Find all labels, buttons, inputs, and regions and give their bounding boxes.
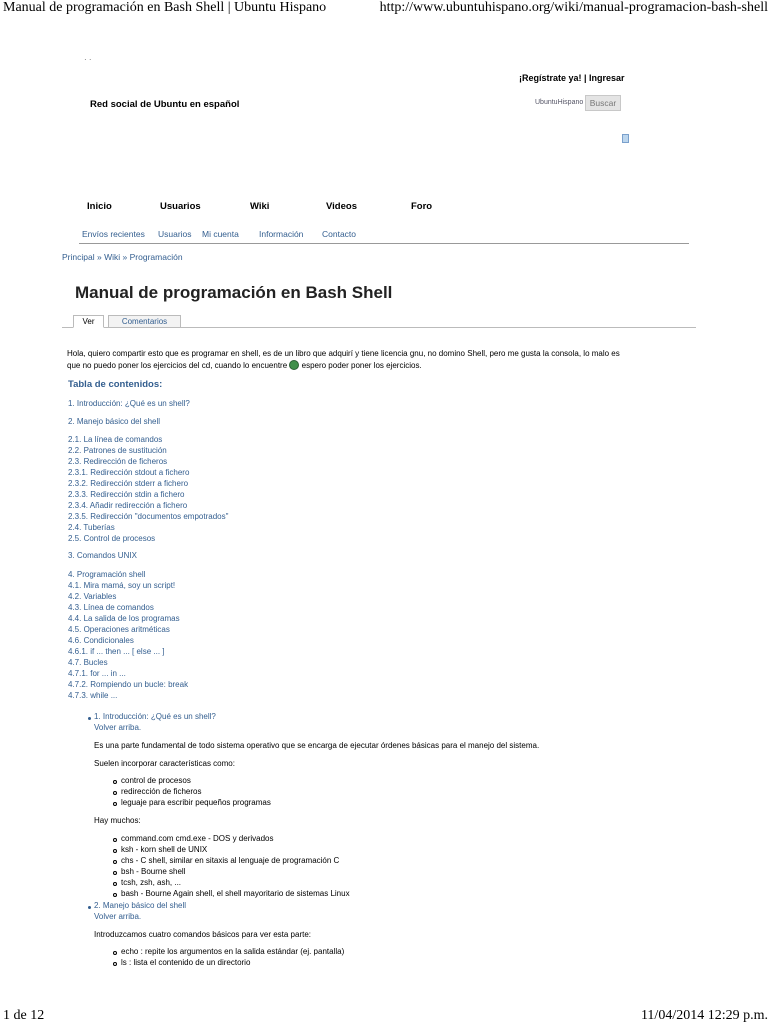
toc-link[interactable]: 2.3.1. Redirección stdout a fichero <box>68 468 190 477</box>
toc-link[interactable]: 4.7.1. for ... in ... <box>68 669 126 678</box>
section-2-paragraph: Introduzcamos cuatro comandos básicos para ver esta parte: <box>94 930 311 939</box>
list-item: command.com cmd.exe - DOS y derivados <box>121 834 274 843</box>
breadcrumb-separator: » <box>122 252 128 262</box>
toc-link[interactable]: 4.7.2. Rompiendo un bucle: break <box>68 680 189 689</box>
list-item: ksh - korn shell de UNIX <box>121 845 208 854</box>
list-item: control de procesos <box>121 776 191 785</box>
nav-item-foro[interactable]: Foro <box>411 201 433 212</box>
print-footer-datetime: 11/04/2014 12:29 p.m. <box>640 1008 768 1023</box>
intro-text: espero poder poner los ejercicios. <box>301 361 422 370</box>
nav-item-inicio[interactable]: Inicio <box>87 201 112 212</box>
toc-link[interactable]: 4.2. Variables <box>68 592 117 601</box>
list-bullet <box>113 893 117 897</box>
toc-link[interactable]: 4. Programación shell <box>68 570 146 579</box>
page-title: Manual de programación en Bash Shell <box>75 283 393 302</box>
intro-paragraph <box>67 348 697 372</box>
breadcrumb-principal[interactable]: Principal <box>62 252 95 262</box>
list-bullet <box>113 871 117 875</box>
toc-link[interactable]: 2.5. Control de procesos <box>68 534 156 543</box>
nav-item-videos[interactable]: Videos <box>326 201 357 212</box>
print-footer-page: 1 de 12 <box>3 1008 45 1023</box>
back-to-top-link[interactable]: Volver arriba. <box>94 912 142 921</box>
breadcrumb-wiki[interactable]: Wiki <box>104 252 121 262</box>
section-1-paragraph: Hay muchos: <box>94 816 141 825</box>
print-header-title: Manual de programación en Bash Shell | Ubuntu Hispano <box>3 0 327 15</box>
toc-link[interactable]: 4.7.3. while ... <box>68 691 118 700</box>
toc-link[interactable]: 2.3. Redirección de ficheros <box>68 457 168 466</box>
back-to-top-link[interactable]: Volver arriba. <box>94 723 142 732</box>
list-bullet <box>88 717 91 720</box>
toc-link[interactable]: 1. Introducción: ¿Qué es un shell? <box>68 399 190 408</box>
site-tagline: Red social de Ubuntu en español <box>90 99 240 110</box>
tab-comentarios[interactable]: Comentarios <box>108 315 181 328</box>
list-item: redirección de ficheros <box>121 787 202 796</box>
list-bullet <box>113 951 117 955</box>
toc-link[interactable]: 4.7. Bucles <box>68 658 108 667</box>
list-bullet <box>113 962 117 966</box>
list-bullet <box>113 791 117 795</box>
subnav-divider <box>79 243 689 244</box>
toc-link[interactable]: 2. Manejo básico del shell <box>68 417 161 426</box>
toc-link[interactable]: 2.3.2. Redirección stderr a fichero <box>68 479 189 488</box>
feed-icon[interactable] <box>622 134 629 143</box>
toc-link[interactable]: 3. Comandos UNIX <box>68 551 137 560</box>
subnav-contacto[interactable]: Contacto <box>322 229 357 239</box>
list-item: bash - Bourne Again shell, el shell mayoritario de sistemas Linux <box>121 889 350 898</box>
section-1-paragraph: Es una parte fundamental de todo sistema operativo que se encarga de ejecutar órdenes básicas para el manejo del sistema. <box>94 741 540 750</box>
subnav-envios-recientes[interactable]: Envíos recientes <box>82 229 145 239</box>
breadcrumb-separator: » <box>96 252 102 262</box>
list-bullet <box>113 838 117 842</box>
search-button[interactable]: Buscar <box>585 95 621 111</box>
subnav-usuarios[interactable]: Usuarios <box>158 229 192 239</box>
toc-link[interactable]: 2.3.4. Añadir redirección a fichero <box>68 501 188 510</box>
toc-link[interactable]: 4.4. La salida de los programas <box>68 614 180 623</box>
list-item: ls : lista el contenido de un directorio <box>121 958 251 967</box>
nav-item-wiki[interactable]: Wiki <box>250 201 270 212</box>
toc-link[interactable]: 2.2. Patrones de sustitución <box>68 446 167 455</box>
list-bullet <box>113 882 117 886</box>
breadcrumb-programacion[interactable]: Programación <box>129 252 183 262</box>
section-1-title-link[interactable]: 1. Introducción: ¿Qué es un shell? <box>94 712 216 721</box>
tab-ver[interactable]: Ver <box>73 315 104 328</box>
list-bullet <box>113 849 117 853</box>
list-item: tcsh, zsh, ash, ... <box>121 878 182 887</box>
list-item: bsh - Bourne shell <box>121 867 186 876</box>
list-bullet <box>113 860 117 864</box>
subnav-mi-cuenta[interactable]: Mi cuenta <box>202 229 239 239</box>
sub-nav <box>0 229 768 241</box>
list-bullet <box>113 780 117 784</box>
toc-link[interactable]: 4.6. Condicionales <box>68 636 134 645</box>
toc-link[interactable]: 4.1. Mira mamá, soy un script! <box>68 581 176 590</box>
section-1-paragraph: Suelen incorporar características como: <box>94 759 235 768</box>
smiley-icon <box>289 360 299 370</box>
header-dots: · · <box>84 55 92 64</box>
toc-link[interactable]: 4.5. Operaciones aritméticas <box>68 625 170 634</box>
toc-heading: Tabla de contenidos: <box>68 379 163 390</box>
nav-item-usuarios[interactable]: Usuarios <box>160 201 201 212</box>
toc-link[interactable]: 2.3.3. Redirección stdin a fichero <box>68 490 185 499</box>
search-label: UbuntuHispano <box>535 99 584 106</box>
list-bullet <box>88 906 91 909</box>
section-2-title-link[interactable]: 2. Manejo básico del shell <box>94 901 187 910</box>
toc-link[interactable]: 2.4. Tuberías <box>68 523 115 532</box>
intro-text: que no puedo poner los ejercicios del cd, cuando lo encuentre <box>67 361 288 370</box>
toc-link[interactable]: 2.1. La línea de comandos <box>68 435 163 444</box>
toc-link[interactable]: 4.3. Línea de comandos <box>68 603 154 612</box>
intro-line: Hola, quiero compartir esto que es programar en shell, es de un libro que adquirí y tiene licencia gnu, no domino Shell, pero me gusta la consola, lo malo es <box>67 349 620 358</box>
list-item: leguaje para escribir pequeños programas <box>121 798 271 807</box>
breadcrumb <box>62 252 183 262</box>
main-nav <box>0 201 768 215</box>
subnav-informacion[interactable]: Información <box>259 229 304 239</box>
print-header-url: http://www.ubuntuhispano.org/wiki/manual-programacion-bash-shell <box>379 0 768 15</box>
list-bullet <box>113 802 117 806</box>
toc-link[interactable]: 4.6.1. if ... then ... [ else ... ] <box>68 647 165 656</box>
auth-links[interactable]: ¡Regístrate ya! | Ingresar <box>519 73 625 83</box>
toc-link[interactable]: 2.3.5. Redirección "documentos empotrados" <box>68 512 229 521</box>
intro-line <box>67 360 697 372</box>
list-item: chs - C shell, similar en sitaxis al lenguaje de programación C <box>121 856 340 865</box>
list-item: echo : repite los argumentos en la salida estándar (ej. pantalla) <box>121 947 345 956</box>
